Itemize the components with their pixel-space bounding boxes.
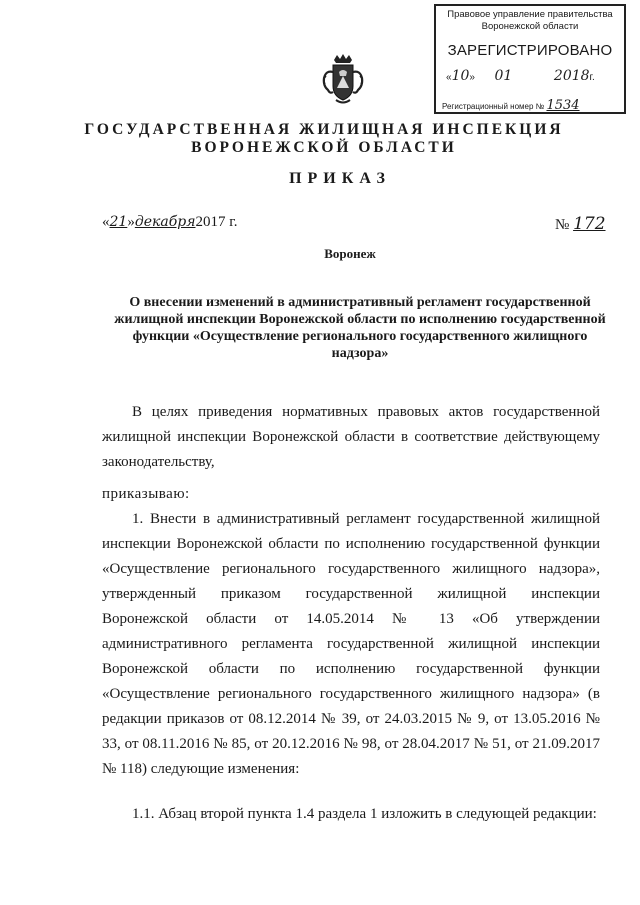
stamp-status: ЗАРЕГИСТРИРОВАНО (447, 42, 613, 59)
order-date-day: 21 (109, 214, 128, 230)
agency-name-line2: ВОРОНЕЖСКОЙ ОБЛАСТИ (191, 139, 457, 156)
coat-of-arms-emblem (320, 52, 366, 106)
item-1-1-paragraph: 1.1. Абзац второй пункта 1.4 раздела 1 изложить в следующей редакции: (132, 806, 597, 822)
agency-name-line1: ГОСУДАРСТВЕННАЯ ЖИЛИЩНАЯ ИНСПЕКЦИЯ (84, 121, 564, 138)
date-quote-open: « (102, 214, 110, 230)
stamp-reg-number (442, 98, 620, 113)
stamp-date-year: 2018 (553, 68, 590, 84)
item-1-paragraph: 1. Внести в административный регламент государственной жилищной инспекции Воронежской области по исполнению государственной функции «Осуществление регионального государственного жилищного надзора», утвержденный приказом государственной жилищной инспекции Воронежской области от 14.05.2014 № 13 «Об утверждении административного регламента государственной жилищной инспекции Воронежской области по исполнению государственной функции «Осуществление регионального государственного жилищного надзора» (в редакции приказов от 08.12.2014 № 39, от 24.03.2015 № 9, от 13.05.2016 № 33, от 08.11.2016 № 85, от 20.12.2016 № 98, от 28.04.2017 № 51, от 21.09.2017 № 118) следующие изменения: (102, 511, 600, 777)
stamp-organization (436, 9, 624, 33)
stamp-reg-label: Регистрационный номер № (442, 102, 545, 111)
order-number-value: 172 (573, 214, 606, 234)
purpose-paragraph: В целях приведения нормативных правовых актов государственной жилищной инспекции Воронежской области в соответствие действующему законодательству, (102, 404, 600, 470)
stamp-date-day: 10 (451, 68, 470, 84)
order-number (555, 214, 606, 234)
stamp-reg-value: 1534 (546, 98, 580, 113)
date-quote-close: » (127, 214, 135, 230)
registration-stamp (434, 4, 626, 114)
order-date-year: 2017 г. (195, 214, 238, 230)
city: Воронеж (324, 246, 376, 261)
stamp-date-month: 01 (494, 68, 513, 84)
order-date (102, 214, 237, 231)
stamp-org-line2: Воронежской области (481, 21, 579, 32)
order-date-month: декабря (134, 214, 196, 230)
order-subject: О внесении изменений в административный регламент государственной жилищной инспекции Воронежской области по исполнению государственной функции «Осуществление регионального государственного жилищного надзора» (114, 295, 606, 361)
stamp-date: «10» 01 2018г. (446, 68, 595, 84)
order-number-label: № (555, 217, 570, 233)
stamp-org-line1: Правовое управление правительства (447, 9, 613, 20)
document-type: ПРИКАЗ (289, 170, 391, 187)
order-word: приказываю: (102, 486, 190, 502)
